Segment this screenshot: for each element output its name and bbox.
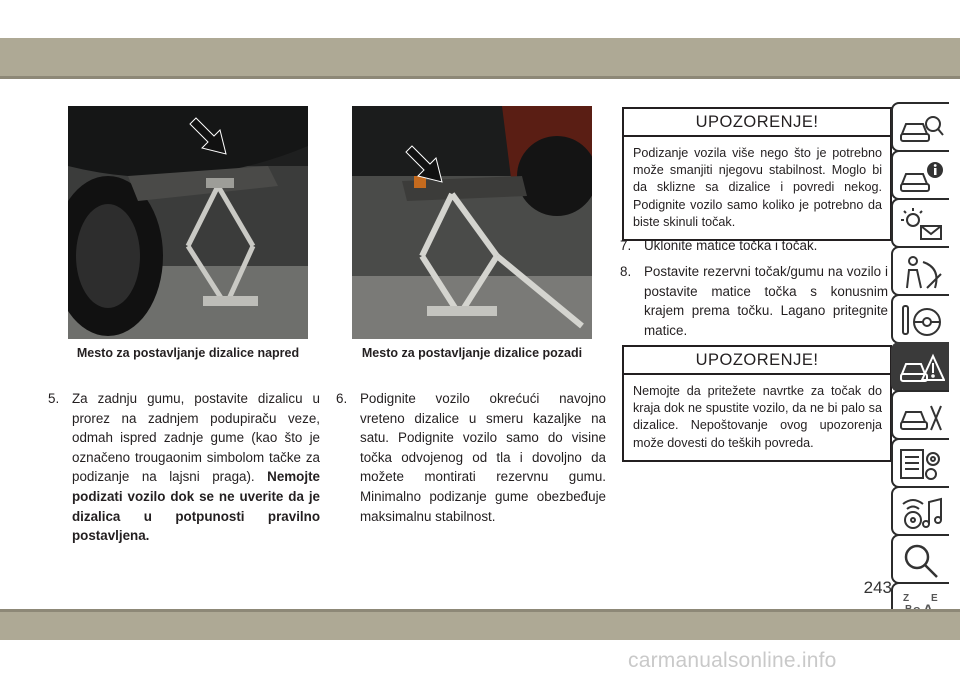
tab-warning-lights[interactable] [891, 198, 949, 248]
warning-lights-message-icon [899, 206, 945, 244]
tab-specifications[interactable] [891, 438, 949, 488]
car-search-icon [899, 110, 945, 148]
warning-title: UPOZORENJE! [624, 347, 890, 375]
step-text: Postavite rezervni točak/gumu na vozilo i postavite matice točka s konusnim krajem prema točku. Lagano pritegnite matice. [644, 264, 888, 338]
step-text: Podignite vozilo okrećući navojno vreteno dizalice u smeru kazaljke na satu. Podignite vozilo samo do visine točka odvojenog od tla i dovoljno da možete montirati rezervnu gumu. Minimalno podizanje gume obezbeđuje maksimalnu stabilnost. [360, 391, 606, 524]
tab-search[interactable] [891, 534, 949, 584]
step-5 [48, 389, 320, 546]
step-number: 8. [620, 264, 632, 279]
car-emergency-icon [899, 350, 945, 388]
warning-text: Nemojte da pritežete navrtke za točak do kraja dok ne spustite vozilo, da ne bi palo sa dizalice. Nepoštovanje ovog upozorenja može dovesti do teških povreda. [633, 384, 882, 450]
photo-caption-front: Mesto za postavljanje dizalice napred [76, 346, 300, 360]
tab-driving[interactable] [891, 294, 949, 344]
safety-airbag-icon [899, 254, 945, 292]
step-number: 7. [620, 238, 632, 253]
step-text-bold: Nemojte podizati vozilo dok se ne uverite da je dizalica u potpunosti pravilno postavljena. [72, 469, 320, 544]
watermark: carmanualsonline.info [628, 649, 837, 672]
tab-multimedia[interactable] [891, 486, 949, 536]
photo-rear-jack-location [352, 106, 592, 339]
step-text-regular: Za zadnju gumu, postavite dizalicu u prorez na zadnjem podupiraču veze, odmah ispred zadnje gume (kao što je označeno trougaonim simbolom tačke za podizanje na lajsni praga). [72, 391, 320, 485]
alphabet-letter: E [931, 593, 938, 604]
search-index-icon [899, 542, 945, 580]
alphabet-letter: Z [903, 593, 910, 604]
specifications-gear-icon [899, 446, 945, 484]
tab-safety[interactable] [891, 246, 949, 296]
tab-service[interactable] [891, 390, 949, 440]
driving-steering-icon [899, 302, 945, 340]
warning-box-lug-nuts [622, 345, 892, 462]
warning-box-lifting [622, 107, 892, 241]
photo-caption-rear: Mesto za postavljanje dizalice pozadi [361, 346, 583, 360]
step-number: 5. [48, 391, 60, 406]
warning-title: UPOZORENJE! [624, 109, 890, 137]
bottom-footer-band [0, 612, 960, 640]
page-number: 243 [863, 578, 892, 597]
step-text: Uklonite matice točka i točak. [644, 238, 818, 253]
step-text [48, 389, 320, 546]
step-7 [620, 236, 888, 256]
step-6 [336, 389, 606, 526]
tab-car-info[interactable] [891, 150, 949, 200]
photo-front-jack-location [68, 106, 308, 339]
car-service-icon [899, 398, 945, 436]
step-8 [620, 262, 888, 340]
car-info-icon [899, 158, 945, 196]
tab-car-search[interactable] [891, 102, 949, 152]
tab-emergency[interactable] [891, 342, 949, 392]
multimedia-icon [899, 494, 945, 532]
warning-text: Podizanje vozila više nego što je potrebno može smanjiti njegovu stabilnost. Moglo bi da sklizne sa dizalice i povredi nekog. Podignite vozilo samo koliko je potrebno da biste skinuli točak. [633, 146, 882, 229]
step-number: 6. [336, 391, 348, 406]
header-rule [0, 76, 960, 79]
top-header-band [0, 38, 960, 76]
